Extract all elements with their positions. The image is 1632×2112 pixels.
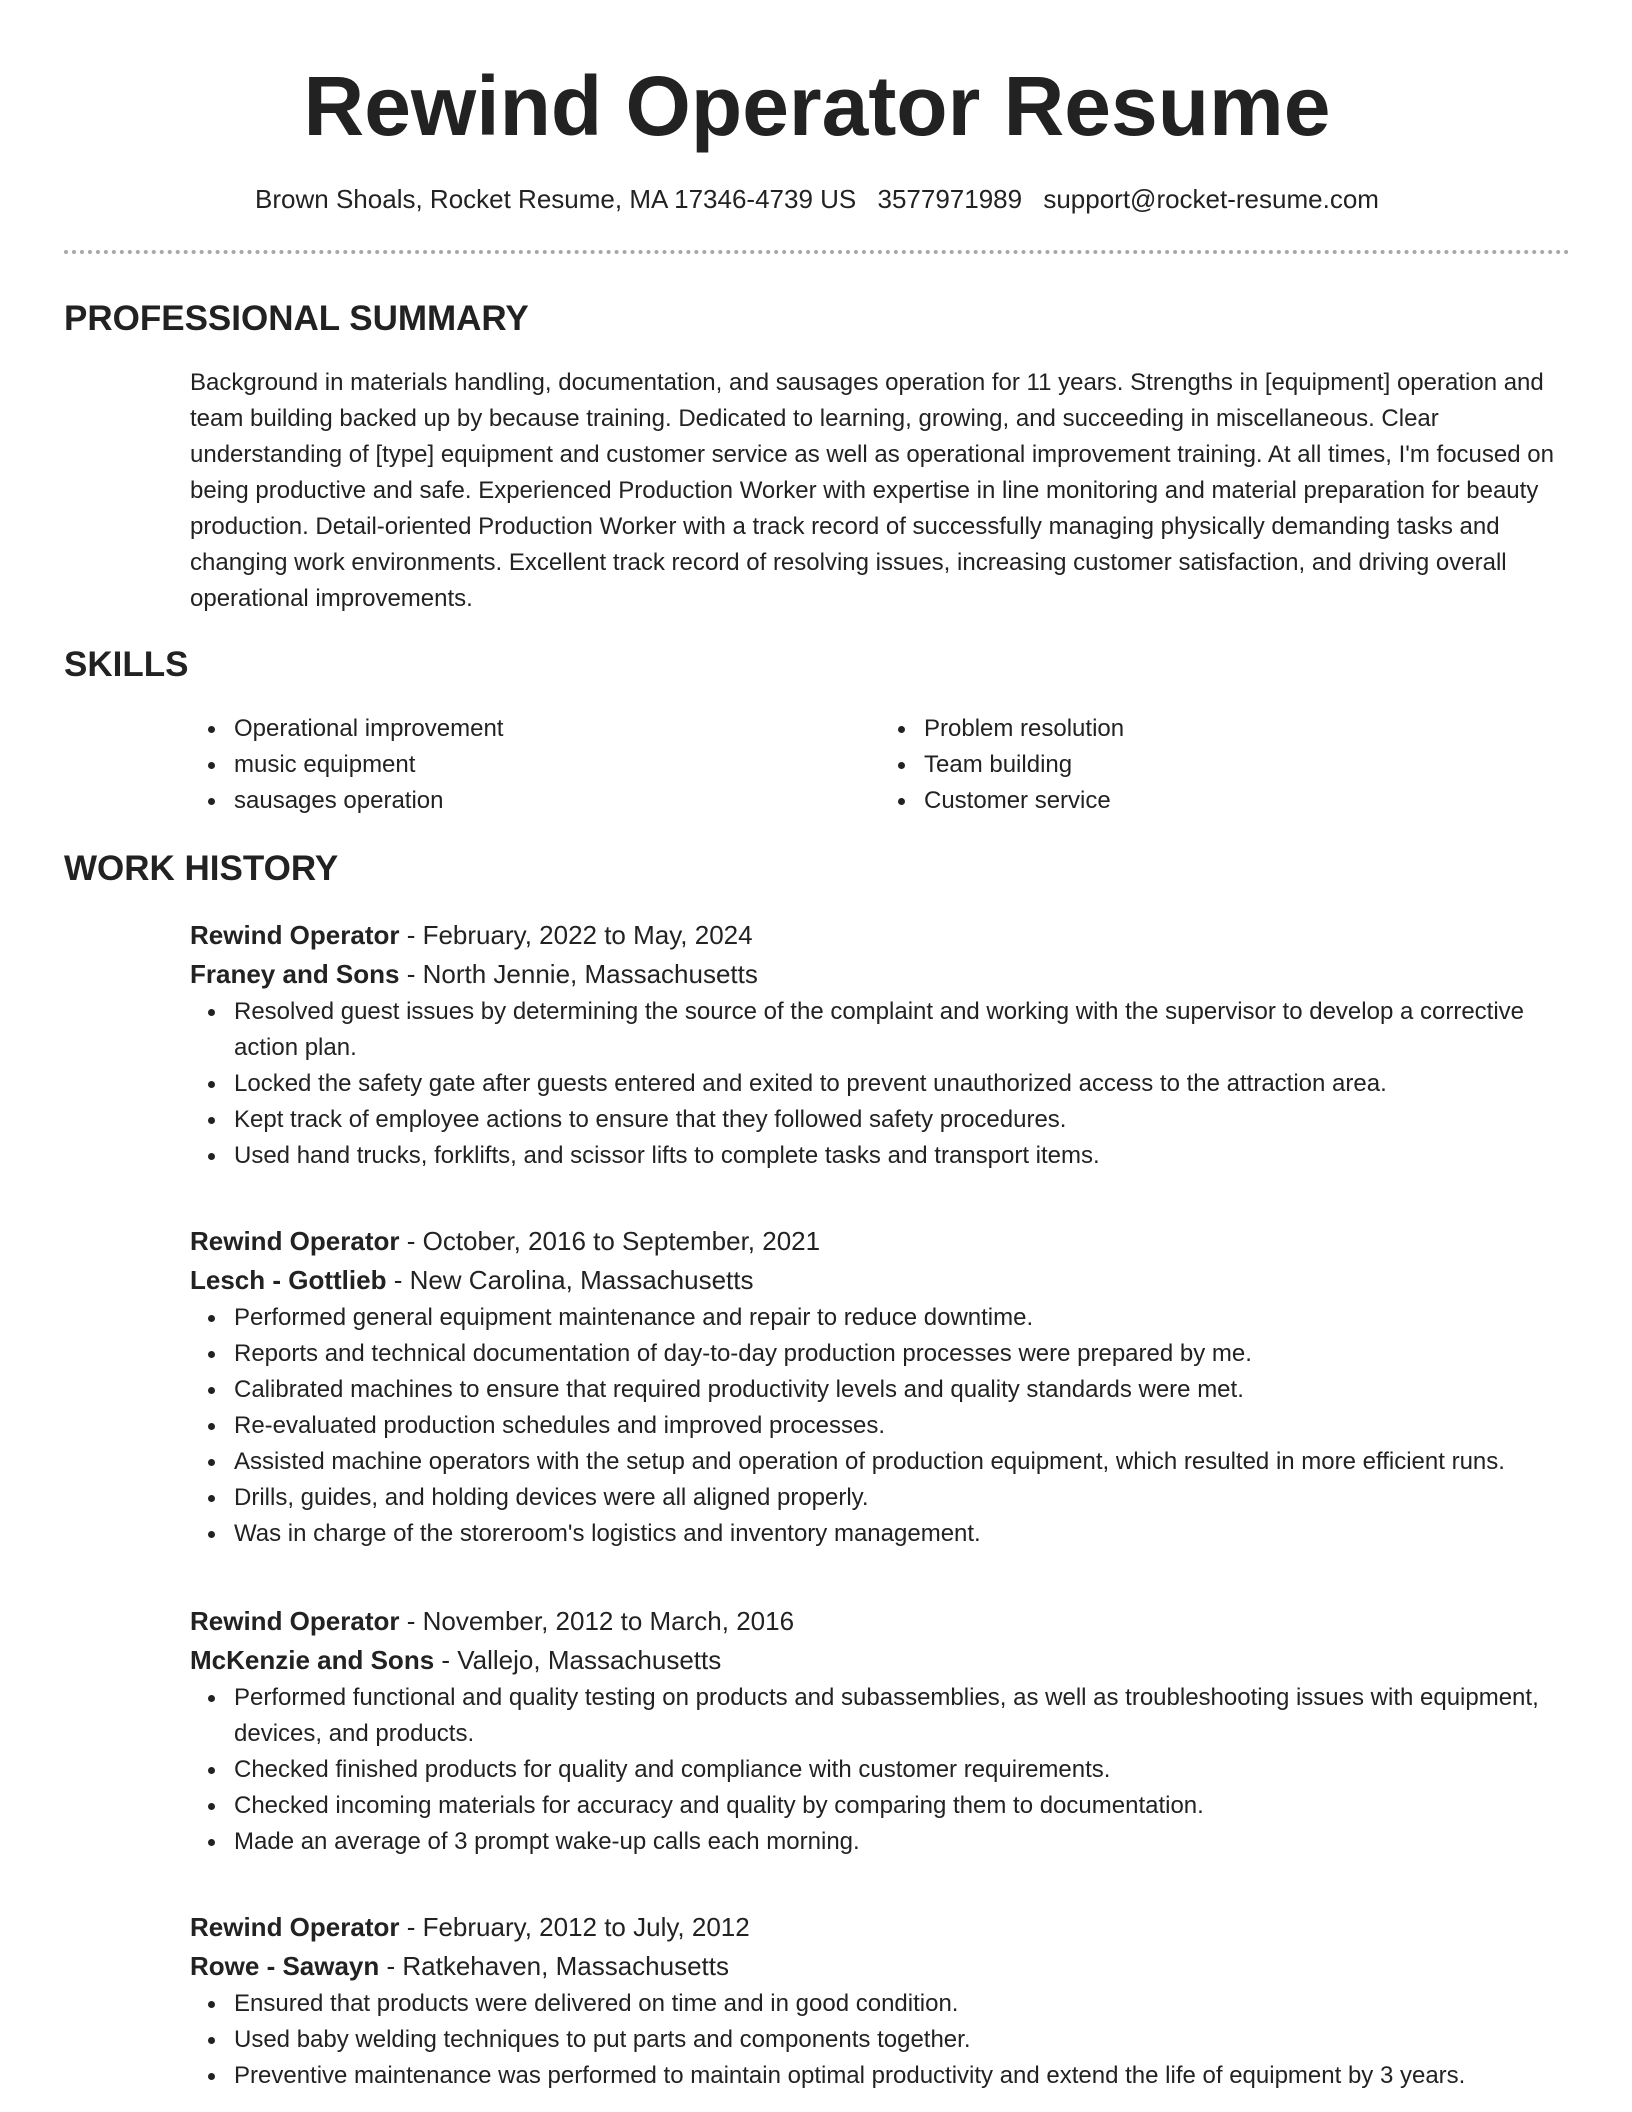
job-duty: Ensured that products were delivered on time and in good condition. [234, 1986, 1570, 2022]
job-dates: - February, 2012 to July, 2012 [399, 1912, 750, 1942]
job-title-line [190, 1602, 1570, 1641]
job-role: Rewind Operator [190, 1912, 400, 1942]
job-title-line [190, 916, 1570, 955]
job-duty: Performed functional and quality testing on products and subassemblies, as well as troubleshooting issues with equipment, devices, and products. [234, 1680, 1570, 1752]
job-entry [190, 1908, 1570, 2094]
job-duty: Reports and technical documentation of day-to-day production processes were prepared by me. [234, 1336, 1570, 1372]
job-title-line [190, 1222, 1570, 1261]
job-duty: Checked finished products for quality and compliance with customer requirements. [234, 1752, 1570, 1788]
skills-columns [190, 711, 1570, 819]
job-duty: Checked incoming materials for accuracy and quality by comparing them to documentation. [234, 1788, 1570, 1824]
job-duty: Kept track of employee actions to ensure that they followed safety procedures. [234, 1102, 1570, 1138]
job-entry [190, 1222, 1570, 1552]
job-location: - New Carolina, Massachusetts [386, 1265, 754, 1295]
job-company: Lesch - Gottlieb [190, 1265, 387, 1295]
skill-item: Problem resolution [924, 711, 1570, 747]
job-company-line [190, 1261, 1570, 1300]
skills-left-list [190, 711, 880, 819]
job-company-line [190, 1947, 1570, 1986]
contact-line [64, 182, 1570, 216]
contact-email: support@rocket-resume.com [1043, 184, 1379, 214]
job-company: Rowe - Sawayn [190, 1951, 380, 1981]
job-company: McKenzie and Sons [190, 1645, 435, 1675]
job-entry [190, 916, 1570, 1174]
job-dates: - February, 2022 to May, 2024 [399, 920, 753, 950]
skill-item: Team building [924, 747, 1570, 783]
job-duty: Used baby welding techniques to put parts and components together. [234, 2022, 1570, 2058]
job-title-line [190, 1908, 1570, 1947]
job-dates: - November, 2012 to March, 2016 [399, 1606, 795, 1636]
skills-right-list [880, 711, 1570, 819]
job-company-line [190, 1641, 1570, 1680]
job-duty: Resolved guest issues by determining the source of the complaint and working with the supervisor to develop a corrective action plan. [234, 994, 1570, 1066]
job-location: - North Jennie, Massachusetts [399, 959, 758, 989]
job-duty: Locked the safety gate after guests entered and exited to prevent unauthorized access to the attraction area. [234, 1066, 1570, 1102]
resume-title: Rewind Operator Resume [303, 59, 1331, 153]
job-location: - Ratkehaven, Massachusetts [379, 1951, 729, 1981]
job-dates: - October, 2016 to September, 2021 [399, 1226, 821, 1256]
skill-item: Operational improvement [234, 711, 880, 747]
job-duties-list [190, 1300, 1570, 1552]
summary-text: Background in materials handling, documentation, and sausages operation for 11 years. Strengths in [equipment] operation and team building backed up by because training. Dedicated to learning, growing, and succeeding in miscellaneous. Clear understanding of [type] equipment and customer service as well as operational improvement training. At all times, I'm focused on being productive and safe. Experienced Production Worker with expertise in line monitoring and material preparation for beauty production. Detail-oriented Production Worker with a track record of successfully managing physically demanding tasks and changing work environments. Excellent track record of resolving issues, increasing customer satisfaction, and driving overall operational improvements. [190, 369, 1554, 612]
job-duty: Used hand trucks, forklifts, and scissor lifts to complete tasks and transport items. [234, 1138, 1570, 1174]
job-duty: Was in charge of the storeroom's logistics and inventory management. [234, 1516, 1570, 1552]
job-duty: Performed general equipment maintenance and repair to reduce downtime. [234, 1300, 1570, 1336]
job-duty: Made an average of 3 prompt wake-up calls each morning. [234, 1824, 1570, 1860]
job-duties-list [190, 1986, 1570, 2094]
job-role: Rewind Operator [190, 920, 400, 950]
job-duties-list [190, 1680, 1570, 1860]
job-entry [190, 1602, 1570, 1860]
job-role: Rewind Operator [190, 1606, 400, 1636]
header-divider [64, 250, 1570, 254]
job-duty: Drills, guides, and holding devices were all aligned properly. [234, 1480, 1570, 1516]
job-duty: Re-evaluated production schedules and improved processes. [234, 1408, 1570, 1444]
skills-section [190, 711, 1570, 819]
job-role: Rewind Operator [190, 1226, 400, 1256]
contact-address: Brown Shoals, Rocket Resume, MA 17346-4739 US [255, 184, 857, 214]
job-duty: Assisted machine operators with the setup and operation of production equipment, which resulted in more efficient runs. [234, 1444, 1570, 1480]
summary-section [190, 365, 1570, 617]
skill-item: music equipment [234, 747, 880, 783]
job-duties-list [190, 994, 1570, 1174]
skill-item: Customer service [924, 783, 1570, 819]
job-duty: Preventive maintenance was performed to maintain optimal productivity and extend the life of equipment by 3 years. [234, 2058, 1570, 2094]
job-company-line [190, 955, 1570, 994]
skill-item: sausages operation [234, 783, 880, 819]
contact-phone: 3577971989 [877, 184, 1023, 214]
work-heading: WORK HISTORY [64, 849, 339, 888]
job-duty: Calibrated machines to ensure that required productivity levels and quality standards were met. [234, 1372, 1570, 1408]
job-company: Franey and Sons [190, 959, 400, 989]
job-location: - Vallejo, Massachusetts [434, 1645, 722, 1675]
skills-heading: SKILLS [64, 645, 189, 684]
summary-heading: PROFESSIONAL SUMMARY [64, 299, 529, 338]
